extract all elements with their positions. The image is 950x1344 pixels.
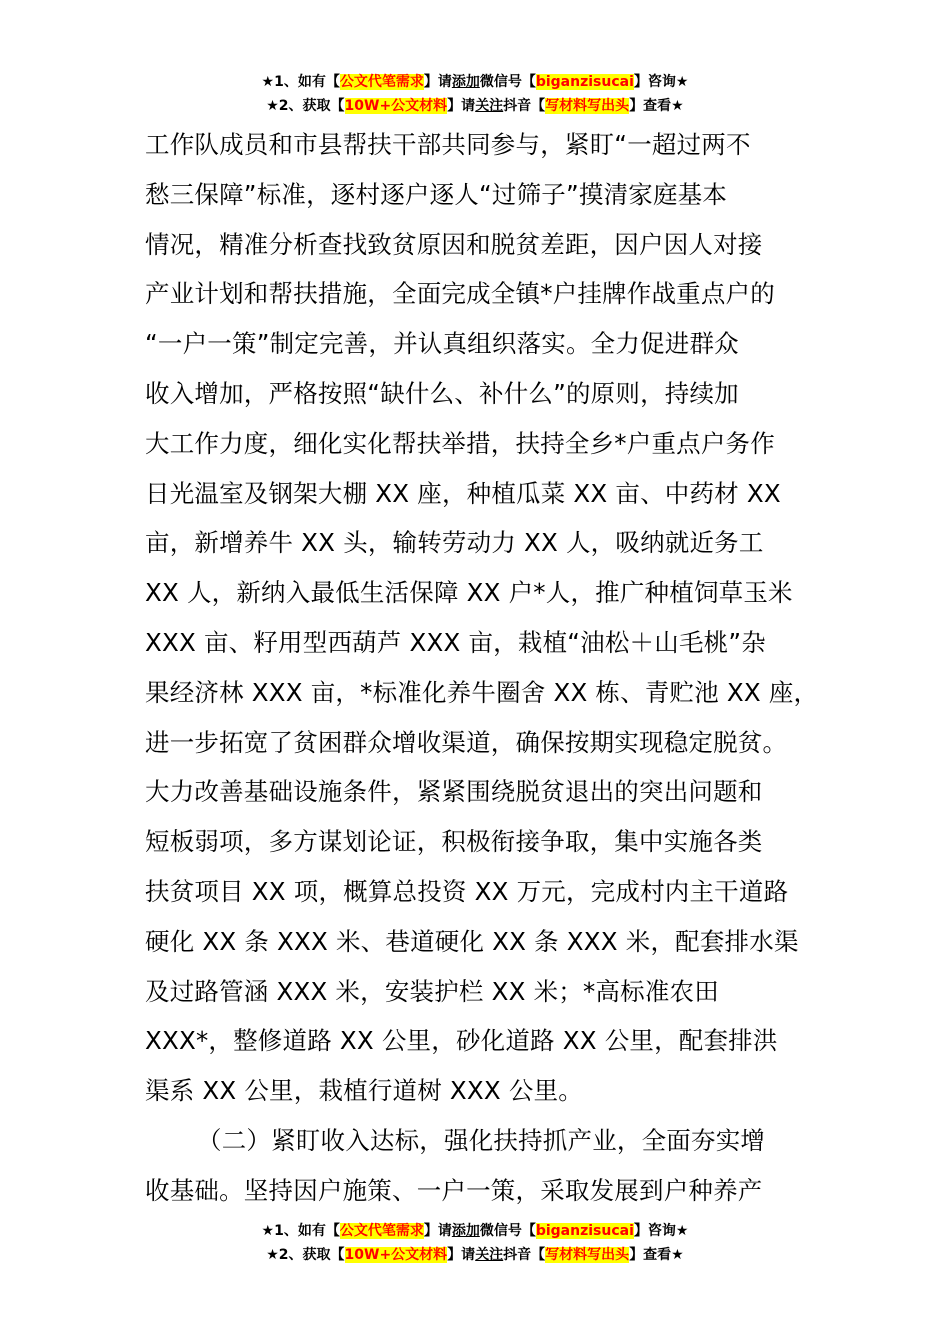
banner-highlight: biganzisucai (535, 74, 634, 90)
body-line: XXX*，整修道路 XX 公里，砂化道路 XX 公里，配套排洪 (145, 1026, 778, 1056)
banner-underline: 添加 (451, 1223, 480, 1239)
banner-highlight: 公文代笔需求 (339, 1223, 424, 1239)
banner-underline: 关注 (475, 1247, 504, 1263)
banner-text: 】请 (423, 1223, 452, 1239)
banner-text: 】查看★ (629, 98, 684, 114)
body-line: 及过路管涵 XXX 米，安装护栏 XX 米；*高标准农田 (145, 976, 719, 1006)
banner-underline: 添加 (451, 74, 480, 90)
body-line: XX 人，新纳入最低生活保障 XX 户*人，推广种植饲草玉米 (145, 578, 793, 608)
section-heading-line: （二）紧盯收入达标，强化扶持抓产业，全面夯实增 (197, 1125, 766, 1155)
banner-text: 微信号【 (479, 74, 536, 90)
banner-highlight: 10W+公文材料 (344, 98, 448, 114)
footer-banner-line-1 (0, 1219, 950, 1243)
body-line: 大工作力度，细化实化帮扶举措，扶持全乡*户重点户务作 (145, 428, 775, 458)
body-line: “一户一策”制定完善，并认真组织落实。全力促进群众 (145, 329, 739, 359)
banner-text: 】请 (447, 1247, 476, 1263)
footer-banner-line-2 (0, 1243, 950, 1267)
body-line: 扶贫项目 XX 项，概算总投资 XX 万元，完成村内主干道路 (145, 876, 789, 906)
body-line: 工作队成员和市县帮扶干部共同参与，紧盯“一超过两不 (145, 130, 751, 159)
body-line: 大力改善基础设施条件，紧紧围绕脱贫退出的突出问题和 (145, 777, 763, 807)
banner-text: 】咨询★ (633, 74, 689, 90)
header-banner-line-2 (0, 94, 950, 118)
banner-highlight: 写材料写出头 (545, 1247, 630, 1263)
banner-text: ★1、如有【 (261, 74, 340, 90)
body-line: 产业计划和帮扶措施，全面完成全镇*户挂牌作战重点户的 (145, 279, 775, 309)
body-line: XXX 亩、籽用型西葫芦 XXX 亩，栽植“油松＋山毛桃”杂 (145, 627, 766, 657)
banner-highlight: biganzisucai (535, 1223, 634, 1239)
body-line: 亩，新增养牛 XX 头，输转劳动力 XX 人，吸纳就近务工 (145, 528, 764, 558)
header-banner (0, 70, 950, 118)
banner-text: 】咨询★ (633, 1223, 689, 1239)
banner-text: ★2、获取【 (266, 98, 345, 114)
body-line: 硬化 XX 条 XXX 米、巷道硬化 XX 条 XXX 米，配套排水渠 (145, 926, 799, 956)
body-line: 日光温室及钢架大棚 XX 座，种植瓜菜 XX 亩、中药材 XX (145, 478, 781, 508)
banner-text: 微信号【 (479, 1223, 536, 1239)
header-banner-line-1 (0, 70, 950, 94)
banner-text: 】请 (447, 98, 476, 114)
banner-underline: 关注 (475, 98, 504, 114)
banner-text: 】查看★ (629, 1247, 684, 1263)
body-line: 果经济林 XXX 亩，*标准化养牛圈舍 XX 栋、青贮池 XX 座， (145, 677, 819, 707)
banner-text: 抖音【 (503, 1247, 546, 1263)
footer-banner (0, 1219, 950, 1267)
banner-text: ★1、如有【 (261, 1223, 340, 1239)
banner-text: 】请 (423, 74, 452, 90)
body-line: 情况，精准分析查找致贫原因和脱贫差距，因户因人对接 (145, 229, 763, 259)
body-line: 收入增加，严格按照“缺什么、补什么”的原则，持续加 (145, 378, 739, 408)
banner-highlight: 写材料写出头 (545, 98, 630, 114)
body-line: 愁三保障”标准，逐村逐户逐人“过筛子”摸清家庭基本 (145, 179, 728, 209)
body-line: 收基础。坚持因户施策、一户一策，采取发展到户种养产 (145, 1175, 763, 1205)
body-line: 进一步拓宽了贫困群众增收渠道，确保按期实现稳定脱贫。 (145, 727, 788, 757)
banner-highlight: 10W+公文材料 (344, 1247, 448, 1263)
banner-text: 抖音【 (503, 98, 546, 114)
body-line: 短板弱项，多方谋划论证，积极衔接争取，集中实施各类 (145, 827, 763, 857)
banner-highlight: 公文代笔需求 (339, 74, 424, 90)
document-body (145, 120, 825, 1216)
body-line: 渠系 XX 公里，栽植行道树 XXX 公里。 (145, 1076, 583, 1106)
banner-text: ★2、获取【 (266, 1247, 345, 1263)
